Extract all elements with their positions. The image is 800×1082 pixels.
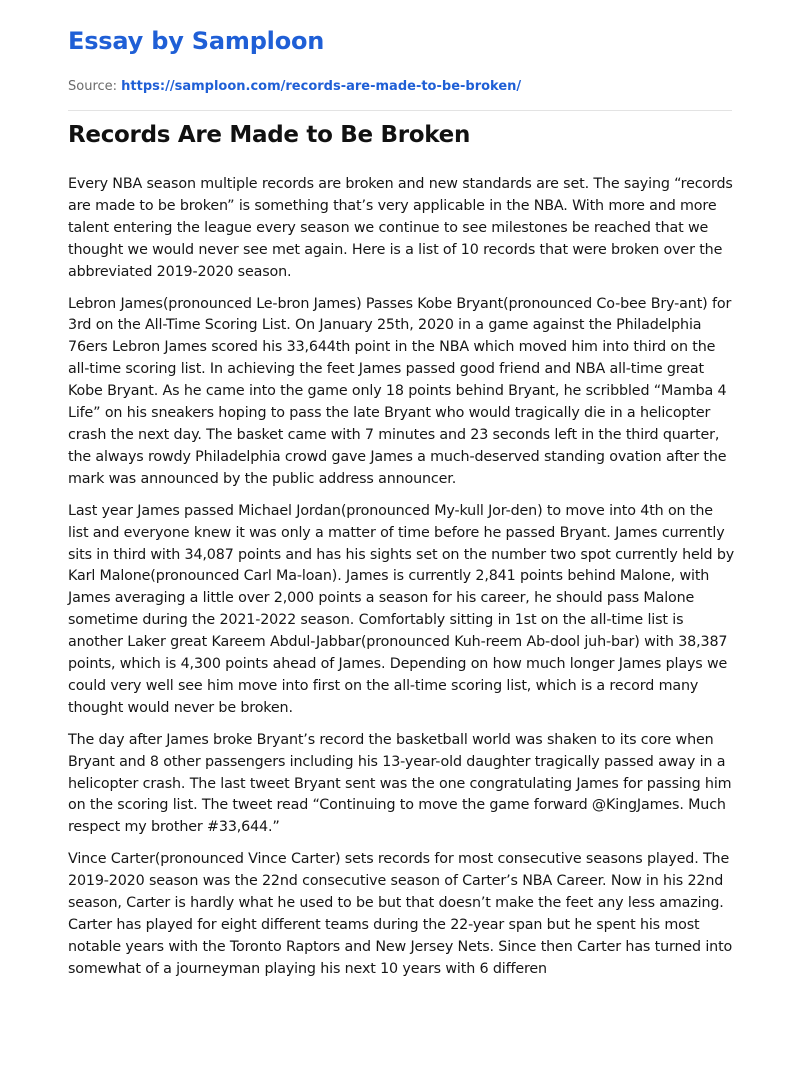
header-divider xyxy=(68,110,732,111)
essay-paragraph: The day after James broke Bryant’s record the basketball world was shaken to its core when Bryant and 8 other passengers including his 13-year-old daughter tragically passed away in a helicopter crash. The last tweet Bryant sent was the one congratulating James for passing him on the scoring list. The tweet read “Continuing to move the game forward @KingJames. Much respect my brother #33,644.” xyxy=(68,731,732,836)
essay-paragraph: Lebron James(pronounced Le-bron James) Passes Kobe Bryant(pronounced Co-bee Bry-ant) for 3rd on the All-Time Scoring List. On January 25th, 2020 in a game against the Philadelphia 76ers Lebron James scored his 33,644th point in the NBA which moved him into third on the all-time scoring list. In achieving the feet James passed good friend and NBA all-time great Kobe Bryant. As he came into the game only 18 points behind Bryant, he scribbled “Mamba 4 Life” on his sneakers hoping to pass the late Bryant who would tragically die in a helicopter crash the next day. The basket came with 7 minutes and 23 seconds left in the third quarter, the always rowdy Philadelphia crowd gave James a much-deserved standing ovation after the mark was announced by the public address announcer. xyxy=(68,295,732,487)
source-line xyxy=(68,79,521,94)
site-brand[interactable]: Essay by Samploon xyxy=(68,27,325,55)
source-label: Source: xyxy=(68,79,118,94)
essay-paragraph: Vince Carter(pronounced Vince Carter) sets records for most consecutive seasons played. The 2019-2020 season was the 22nd consecutive season of Carter’s NBA Career. Now in his 22nd season, Carter is hardly what he used to be but that doesn’t make the feet any less amazing. Carter has played for eight different teams during the 22-year span but he spent his most notable years with the Toronto Raptors and New Jersey Nets. Since then Carter has turned into somewhat of a journeyman playing his next 10 years with 6 differen xyxy=(68,851,733,977)
essay-body xyxy=(68,174,736,991)
essay-paragraph: Every NBA season multiple records are broken and new standards are set. The saying “records are made to be broken” is something that’s very applicable in the NBA. With more and more talent entering the league every season we continue to see milestones be reached that we thought we would never see met again. Here is a list of 10 records that were broken over the abbreviated 2019-2020 season. xyxy=(68,176,733,280)
essay-title: Records Are Made to Be Broken xyxy=(68,122,471,148)
essay-paragraph: Last year James passed Michael Jordan(pronounced My-kull Jor-den) to move into 4th on the list and everyone knew it was only a matter of time before he passed Bryant. James currently sits in third with 34,087 points and has his sights set on the number two spot currently held by Karl Malone(pronounced Carl Ma-loan). James is currently 2,841 points behind Malone, with James averaging a little over 2,000 points a season for his career, he should pass Malone sometime during the 2021-2022 season. Comfortably sitting in 1st on the all-time list is another Laker great Kareem Abdul-Jabbar(pronounced Kuh-reem Ab-dool juh-bar) with 38,387 points, which is 4,300 points ahead of James. Depending on how much longer James plays we could very well see him move into first on the all-time scoring list, which is a record many thought would never be broken. xyxy=(68,502,735,716)
source-link[interactable]: https://samploon.com/records-are-made-to-be-broken/ xyxy=(121,79,522,94)
